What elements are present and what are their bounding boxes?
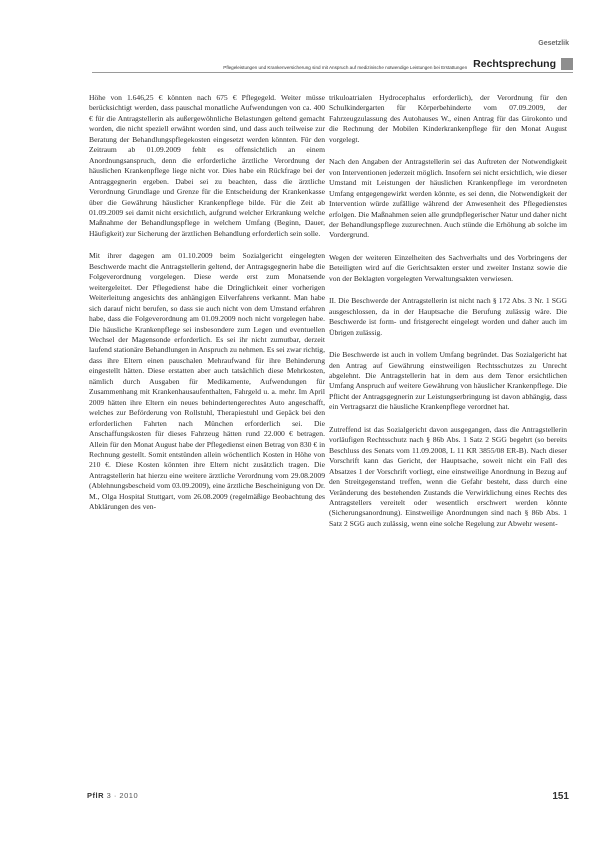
paragraph: Nach den Angaben der Antragstellerin sei das Auftreten der Notwendigkeit von Interventionen jederzeit möglich. Insofern sei nicht ersichtlich, wie dieser Umstand mit Leistungen der häuslichen Krankenpflege im verordneten Umfang entgegengewirkt werden könnte, es sei denn, die Notwendigkeit der Intervention würde zufällige während der Anwesenheit des Pflegedienstes erfolgen. Die Maßnahmen seien alle grundpflegerischer Natur und daher nicht der Behandlungspflege zuzurechnen. Auch stünde die Erhöhung ab solche im Vordergrund.: [329, 157, 567, 240]
running-header: [92, 56, 573, 73]
page-number: 151: [552, 791, 569, 802]
paragraph: Zutreffend ist das Sozialgericht davon ausgegangen, dass die Antragstellerin vorläufigen Rechtsschutz nach § 86b Abs. 1 Satz 2 SGG begehrt (so bereits Beschluss des Senats vom 11.09.2008, L 11 KR 3855/08 ER-B). Nach dieser Vorschrift kann das Gericht, der Hauptsache, soweit nicht ein Fall des Absatzes 1 der Vorschrift vorliegt, eine einstweilige Anordnung in Bezug auf den Streitgegenstand treffen, wenn die Gefahr besteht, dass durch eine Veränderung des bestehenden Zustands die Verwirklichung eines Rechts des Antragstellers vereitelt oder wesentlich erschwert werden könnte (Sicherungsanordnung). Einstweilige Anordnungen sind nach § 86b Abs. 1 Satz 2 SGG auch zulässig, wenn eine solche Regelung zur Abwehr wesent-: [329, 424, 567, 528]
header-marker-square: [561, 58, 573, 70]
journal-name: PflR: [87, 791, 104, 800]
paragraph: Höhe von 1.646,25 € könnten nach 675 € Pflegegeld. Weiter müsse berücksichtigt werden, dass pauschal monatliche Aufwendungen von ca. 400 € für die Antragstellerin als außergewöhnliche Belastungen geltend gemacht worden, die nicht speziell erwähnt worden sind, und dass auch teilweise zur Beratung der Behandlungspflegekosten eingesetzt werden könnten. Für den Zeitraum ab 01.09.2009 fehlt es offensichtlich an einem Anordnungsanspruch, denn die erforderliche ärztliche Verordnung der häuslichen Krankenpflege liege nicht vor. Dies habe ein Rückfrage bei der Antraggegnerin ergeben. Dabei sei zu beachten, dass die ärztliche Verordnung Grundlage und Grenze für die Entscheidung der Krankenkasse über die Gewährung häuslicher Krankenpflege bilde. Für die Zeit ab 01.09.2009 sei damit nicht ersichtlich, aufgrund welcher Erkrankung welche Maßnahme der Behandlungspflege in welchem Umfang (Beginn, Dauer, Häufigkeit) zur Sicherung der ärztlichen Behandlung erforderlich sein solle.: [89, 93, 325, 238]
paragraph: II. Die Beschwerde der Antragstellerin ist nicht nach § 172 Abs. 3 Nr. 1 SGG ausgeschlossen, da in der Hauptsache die Berufung zulässig wäre. Die Beschwerde ist form- und fristgerecht eingelegt worden und daher auch im Übrigen zulässig.: [329, 296, 567, 337]
running-header-title: Rechtsprechung: [473, 58, 556, 70]
paragraph: Mit ihrer dagegen am 01.10.2009 beim Sozialgericht eingelegten Beschwerde macht die Antragstellerin geltend, der Antragsgegnerin habe die Folgeverordnung vorgelegen. Diese werde erst zum Monatsende weitergeleitet. Der Pflegedienst habe die Dringlichkeit einer vorherigen Weiterleitung angesichts des anhängigen Eilverfahrens verkannt. Man habe sich darauf nicht berufen, so dass sie auch nicht von dem Umstand erfahren habe, dass die Folgeverordnung am 01.09.2009 noch nicht vorgelegen habe. Die häusliche Krankenpflege sei insbesondere zum Legen und eventuellen Wechsel der Magensonde erforderlich. Es sei ihr nicht zumutbar, derzeit laufend stationäre Behandlungen in Anspruch zu nehmen. Es sei zwar richtig, dass ihre Eltern einen pauschalen Mehraufwand für ihre Behinderung eingestellt hätten. Diese erstatten aber auch tatsächlich diese Mehrkosten, nämlich durch Ausgaben für Medikamente, Aufwendungen für Zusammenhang mit Krankenhausaufenthalten, Fahrgeld u. a. mehr. Im April 2009 hätten ihre Eltern ein neues behindertengerechtes Auto angeschafft, welches zur Beförderung von Rollstuhl, Therapiestuhl und Gepäck bei den erforderlichen Fahrten nach München erforderlich sei. Die Anschaffungskosten für dieses Fahrzeug hätten rund 22.000 € betragen. Allein für den Monat August habe der Pflegedienst einen Betrag von 830 € in Rechnung gestellt. Somit entstünden allein wöchentlich Kosten in Höhe von 210 €. Diese Kosten könnten ihre Eltern nicht zusätzlich tragen. Die Antragstellerin hat hierzu eine weitere ärztliche Verordnung vom 29.08.2009 (Ablehnungsbescheid vom 03.09.2009), eine ärztliche Bescheinigung von Dr. M., Olga Hospital Stuttgart, vom 26.08.2009 (regelmäßige Beobachtung des Abklärungen des ven-: [89, 251, 325, 512]
paragraph: trikuloatrialen Hydrocephalus erforderlich), der Verordnung für den Schulkindergarten für Körperbehinderte vom 07.09.2009, der Fahrzeugzulassung des Autohauses W., einen Antrag für das Girokonto und die Rechnung der Mobilen Kinderkrankenpflege für den Monat August vorgelegt.: [329, 93, 567, 144]
running-header-subtitle: Pflegeleistungen und Krankenversicherung sind mit Anspruch auf medizinische notwendige Leistungen bei Erstattungen: [223, 65, 468, 70]
paragraph: Die Beschwerde ist auch in vollem Umfang begründet. Das Sozialgericht hat den Antrag auf Gewährung einstweiligen Rechtsschutzes zu Unrecht abgelehnt. Die Antragstellerin hat in dem aus dem Tenor ersichtlichen Umfang Anspruch auf weitere Gewährung von häuslicher Krankenpflege. Die Pflicht der Antragsgegnerin zur Leistungserbringung ist davon abhängig, dass ein Vertragsarzt die häusliche Krankenpflege verordnet hat.: [329, 350, 567, 412]
journal-issue: 3 · 2010: [106, 791, 139, 800]
footer-journal: [87, 791, 138, 800]
paragraph: Wegen der weiteren Einzelheiten des Sachverhalts und des Vorbringens der Beteiligten wird auf die Gerichtsakten erster und zweiter Instanz sowie die von der Beklagten vorgelegten Verwaltungsakten verwiesen.: [329, 252, 567, 283]
section-tag: Gesetzlik: [538, 40, 569, 47]
right-column: [329, 93, 567, 539]
left-column: [89, 93, 325, 523]
